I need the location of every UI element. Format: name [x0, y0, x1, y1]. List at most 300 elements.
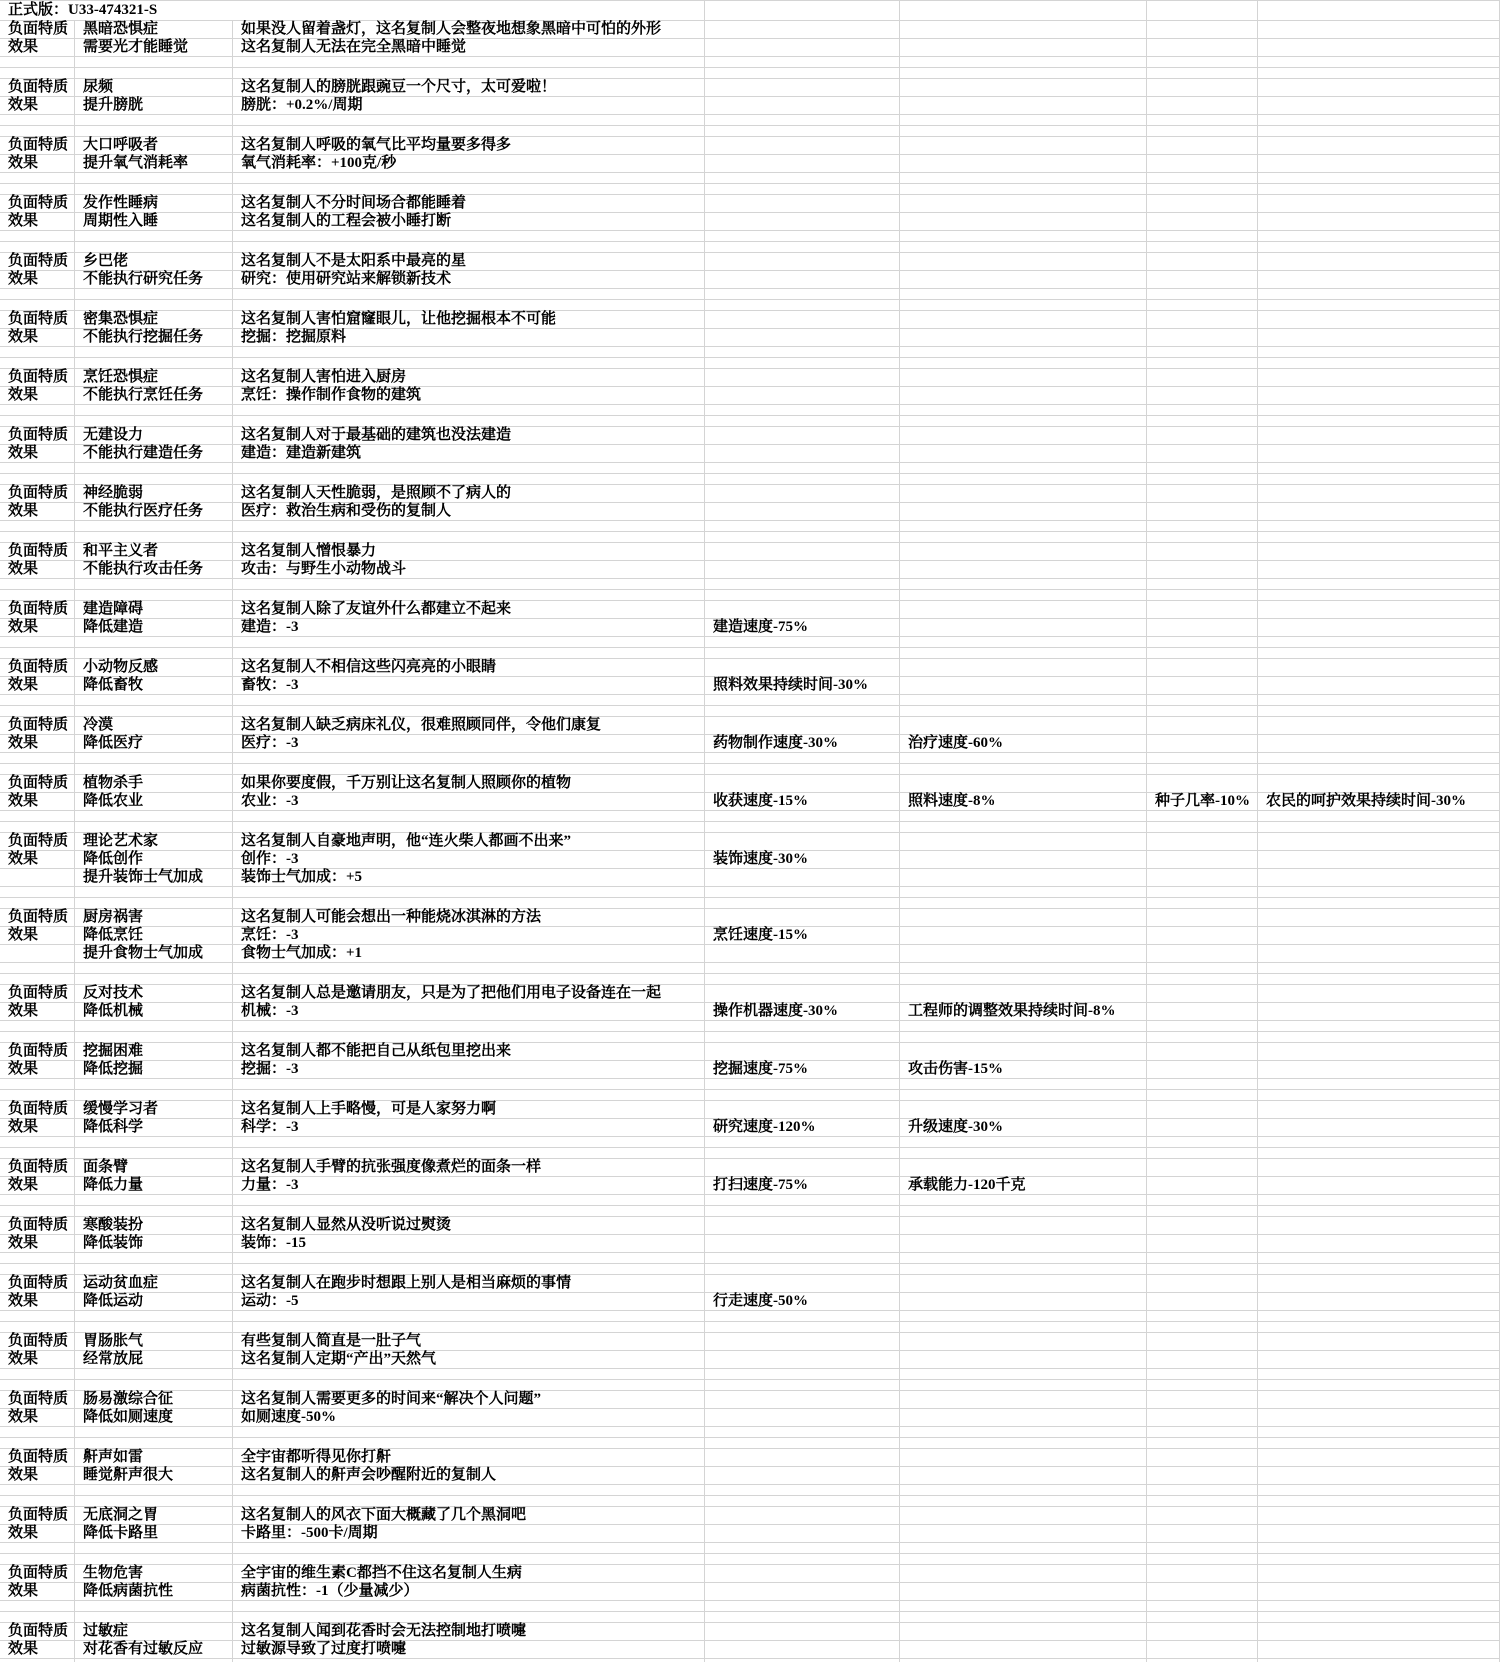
effect-extra-cell-2[interactable]: [900, 503, 1147, 521]
empty-cell[interactable]: [705, 753, 900, 764]
effect-detail-cell[interactable]: 过敏源导致了过度打喷嚏: [233, 1641, 705, 1659]
empty-cell[interactable]: [1258, 1032, 1500, 1043]
empty-cell[interactable]: [900, 1275, 1147, 1293]
empty-cell[interactable]: [1258, 195, 1500, 213]
empty-cell[interactable]: [1258, 1601, 1500, 1612]
empty-cell[interactable]: [233, 1427, 705, 1438]
empty-cell[interactable]: [0, 1206, 75, 1217]
effect-label-cell[interactable]: 效果: [0, 1293, 75, 1311]
effect-detail-cell[interactable]: 食物士气加成：+1: [233, 945, 705, 963]
trait-description-cell[interactable]: 这名复制人在跑步时想跟上别人是相当麻烦的事情: [233, 1275, 705, 1293]
empty-cell[interactable]: [900, 579, 1147, 590]
empty-cell[interactable]: [1147, 579, 1258, 590]
empty-cell[interactable]: [900, 184, 1147, 195]
empty-cell[interactable]: [705, 1565, 900, 1583]
empty-cell[interactable]: [1147, 289, 1258, 300]
empty-cell[interactable]: [0, 358, 75, 369]
trait-name-cell[interactable]: 发作性睡病: [75, 195, 233, 213]
empty-cell[interactable]: [233, 1554, 705, 1565]
effect-extra-cell-3[interactable]: [1147, 1177, 1258, 1195]
empty-cell[interactable]: [900, 1159, 1147, 1177]
empty-cell[interactable]: [233, 1601, 705, 1612]
empty-cell[interactable]: [0, 1427, 75, 1438]
empty-cell[interactable]: [900, 1391, 1147, 1409]
effect-name-cell[interactable]: 经常放屁: [75, 1351, 233, 1369]
empty-cell[interactable]: [1147, 1, 1258, 21]
effect-label-cell[interactable]: 效果: [0, 329, 75, 347]
empty-cell[interactable]: [1147, 1427, 1258, 1438]
empty-cell[interactable]: [75, 706, 233, 717]
effect-name-cell[interactable]: 不能执行挖掘任务: [75, 329, 233, 347]
empty-cell[interactable]: [900, 57, 1147, 68]
empty-cell[interactable]: [1258, 590, 1500, 601]
effect-detail-cell[interactable]: 医疗：救治生病和受伤的复制人: [233, 503, 705, 521]
empty-cell[interactable]: [705, 764, 900, 775]
effect-label-cell[interactable]: 效果: [0, 97, 75, 115]
empty-cell[interactable]: [900, 601, 1147, 619]
empty-cell[interactable]: [75, 898, 233, 909]
empty-cell[interactable]: [900, 1311, 1147, 1322]
effect-extra-cell-1[interactable]: [705, 1467, 900, 1485]
effect-extra-cell-4[interactable]: [1258, 1061, 1500, 1079]
empty-cell[interactable]: [0, 1438, 75, 1449]
empty-cell[interactable]: [75, 184, 233, 195]
empty-cell[interactable]: [900, 659, 1147, 677]
effect-extra-cell-1[interactable]: [705, 561, 900, 579]
empty-cell[interactable]: [233, 963, 705, 974]
empty-cell[interactable]: [0, 695, 75, 706]
empty-cell[interactable]: [75, 521, 233, 532]
empty-cell[interactable]: [705, 1, 900, 21]
effect-extra-cell-4[interactable]: [1258, 329, 1500, 347]
empty-cell[interactable]: [1258, 1554, 1500, 1565]
effect-label-cell[interactable]: 效果: [0, 1177, 75, 1195]
effect-extra-cell-1[interactable]: [705, 155, 900, 173]
empty-cell[interactable]: [0, 521, 75, 532]
effect-extra-cell-1[interactable]: 操作机器速度-30%: [705, 1003, 900, 1021]
empty-cell[interactable]: [1258, 1612, 1500, 1623]
empty-cell[interactable]: [0, 115, 75, 126]
empty-cell[interactable]: [1147, 659, 1258, 677]
effect-detail-cell[interactable]: 烹饪：操作制作食物的建筑: [233, 387, 705, 405]
empty-cell[interactable]: [900, 1601, 1147, 1612]
empty-cell[interactable]: [233, 706, 705, 717]
empty-cell[interactable]: [705, 974, 900, 985]
effect-extra-cell-3[interactable]: [1147, 869, 1258, 887]
empty-cell[interactable]: [75, 963, 233, 974]
empty-cell[interactable]: [1258, 833, 1500, 851]
effect-extra-cell-2[interactable]: [900, 1293, 1147, 1311]
effect-extra-cell-1[interactable]: 烹饪速度-15%: [705, 927, 900, 945]
empty-cell[interactable]: [1147, 1032, 1258, 1043]
trait-name-cell[interactable]: 缓慢学习者: [75, 1101, 233, 1119]
empty-cell[interactable]: [900, 427, 1147, 445]
empty-cell[interactable]: [233, 173, 705, 184]
empty-cell[interactable]: [1258, 1322, 1500, 1333]
empty-cell[interactable]: [1258, 1333, 1500, 1351]
category-cell[interactable]: 负面特质: [0, 1623, 75, 1641]
effect-extra-cell-1[interactable]: [705, 329, 900, 347]
empty-cell[interactable]: [75, 579, 233, 590]
category-cell[interactable]: 负面特质: [0, 601, 75, 619]
effect-detail-cell[interactable]: 畜牧：-3: [233, 677, 705, 695]
category-cell[interactable]: 负面特质: [0, 79, 75, 97]
empty-cell[interactable]: [900, 1380, 1147, 1391]
effect-label-cell[interactable]: [0, 869, 75, 887]
trait-name-cell[interactable]: 肠易激综合征: [75, 1391, 233, 1409]
effect-extra-cell-4[interactable]: [1258, 927, 1500, 945]
trait-description-cell[interactable]: 这名复制人不分时间场合都能睡着: [233, 195, 705, 213]
category-cell[interactable]: 负面特质: [0, 1217, 75, 1235]
effect-extra-cell-4[interactable]: [1258, 619, 1500, 637]
empty-cell[interactable]: [1258, 1485, 1500, 1496]
empty-cell[interactable]: [900, 590, 1147, 601]
effect-extra-cell-3[interactable]: [1147, 39, 1258, 57]
empty-cell[interactable]: [900, 1485, 1147, 1496]
empty-cell[interactable]: [900, 764, 1147, 775]
trait-name-cell[interactable]: 密集恐惧症: [75, 311, 233, 329]
effect-extra-cell-2[interactable]: [900, 561, 1147, 579]
empty-cell[interactable]: [1147, 1543, 1258, 1554]
empty-cell[interactable]: [233, 1496, 705, 1507]
empty-cell[interactable]: [1147, 427, 1258, 445]
effect-detail-cell[interactable]: 机械：-3: [233, 1003, 705, 1021]
empty-cell[interactable]: [1258, 231, 1500, 242]
empty-cell[interactable]: [75, 242, 233, 253]
empty-cell[interactable]: [75, 648, 233, 659]
empty-cell[interactable]: [1147, 358, 1258, 369]
effect-extra-cell-2[interactable]: [900, 39, 1147, 57]
empty-cell[interactable]: [0, 242, 75, 253]
empty-cell[interactable]: [705, 1322, 900, 1333]
empty-cell[interactable]: [233, 1253, 705, 1264]
effect-extra-cell-4[interactable]: [1258, 155, 1500, 173]
empty-cell[interactable]: [1147, 300, 1258, 311]
effect-detail-cell[interactable]: 挖掘：-3: [233, 1061, 705, 1079]
empty-cell[interactable]: [75, 1380, 233, 1391]
category-cell[interactable]: 负面特质: [0, 1565, 75, 1583]
empty-cell[interactable]: [900, 974, 1147, 985]
empty-cell[interactable]: [900, 1322, 1147, 1333]
empty-cell[interactable]: [1147, 909, 1258, 927]
effect-label-cell[interactable]: 效果: [0, 1235, 75, 1253]
effect-label-cell[interactable]: 效果: [0, 561, 75, 579]
effect-label-cell[interactable]: 效果: [0, 213, 75, 231]
empty-cell[interactable]: [900, 963, 1147, 974]
empty-cell[interactable]: [0, 1264, 75, 1275]
empty-cell[interactable]: [0, 347, 75, 358]
trait-description-cell[interactable]: 这名复制人闻到花香时会无法控制地打喷嚏: [233, 1623, 705, 1641]
empty-cell[interactable]: [1258, 1, 1500, 21]
empty-cell[interactable]: [1147, 695, 1258, 706]
category-cell[interactable]: 负面特质: [0, 1101, 75, 1119]
empty-cell[interactable]: [1147, 1438, 1258, 1449]
empty-cell[interactable]: [75, 1322, 233, 1333]
empty-cell[interactable]: [1147, 1485, 1258, 1496]
trait-description-cell[interactable]: 有些复制人简直是一肚子气: [233, 1333, 705, 1351]
empty-cell[interactable]: [75, 1496, 233, 1507]
effect-extra-cell-1[interactable]: [705, 1525, 900, 1543]
empty-cell[interactable]: [705, 1079, 900, 1090]
effect-extra-cell-4[interactable]: [1258, 445, 1500, 463]
effect-detail-cell[interactable]: 氧气消耗率：+100克/秒: [233, 155, 705, 173]
empty-cell[interactable]: [0, 1032, 75, 1043]
empty-cell[interactable]: [705, 1021, 900, 1032]
trait-description-cell[interactable]: 这名复制人对于最基础的建筑也没法建造: [233, 427, 705, 445]
empty-cell[interactable]: [1147, 1322, 1258, 1333]
effect-extra-cell-3[interactable]: [1147, 445, 1258, 463]
empty-cell[interactable]: [1147, 137, 1258, 155]
empty-cell[interactable]: [705, 416, 900, 427]
empty-cell[interactable]: [0, 1195, 75, 1206]
effect-extra-cell-2[interactable]: [900, 1351, 1147, 1369]
empty-cell[interactable]: [1258, 974, 1500, 985]
empty-cell[interactable]: [705, 1427, 900, 1438]
effect-extra-cell-4[interactable]: [1258, 735, 1500, 753]
empty-cell[interactable]: [900, 706, 1147, 717]
empty-cell[interactable]: [705, 1217, 900, 1235]
empty-cell[interactable]: [900, 68, 1147, 79]
empty-cell[interactable]: [705, 300, 900, 311]
empty-cell[interactable]: [75, 695, 233, 706]
empty-cell[interactable]: [75, 1090, 233, 1101]
trait-description-cell[interactable]: 这名复制人需要更多的时间来“解决个人问题”: [233, 1391, 705, 1409]
empty-cell[interactable]: [0, 974, 75, 985]
empty-cell[interactable]: [900, 463, 1147, 474]
empty-cell[interactable]: [233, 68, 705, 79]
effect-extra-cell-2[interactable]: [900, 1641, 1147, 1659]
empty-cell[interactable]: [900, 521, 1147, 532]
effect-extra-cell-4[interactable]: 农民的呵护效果持续时间-30%: [1258, 793, 1500, 811]
empty-cell[interactable]: [1258, 485, 1500, 503]
empty-cell[interactable]: [75, 1206, 233, 1217]
empty-cell[interactable]: [1258, 1543, 1500, 1554]
category-cell[interactable]: 负面特质: [0, 253, 75, 271]
empty-cell[interactable]: [705, 173, 900, 184]
empty-cell[interactable]: [900, 985, 1147, 1003]
empty-cell[interactable]: [705, 1554, 900, 1565]
empty-cell[interactable]: [1147, 1623, 1258, 1641]
empty-cell[interactable]: [0, 1380, 75, 1391]
empty-cell[interactable]: [1147, 985, 1258, 1003]
effect-detail-cell[interactable]: 建造：-3: [233, 619, 705, 637]
trait-description-cell[interactable]: 这名复制人的膀胱跟豌豆一个尺寸，太可爱啦！: [233, 79, 705, 97]
empty-cell[interactable]: [75, 811, 233, 822]
effect-label-cell[interactable]: 效果: [0, 1583, 75, 1601]
effect-name-cell[interactable]: 对花香有过敏反应: [75, 1641, 233, 1659]
effect-extra-cell-4[interactable]: [1258, 503, 1500, 521]
empty-cell[interactable]: [705, 1369, 900, 1380]
empty-cell[interactable]: [1258, 775, 1500, 793]
empty-cell[interactable]: [900, 1264, 1147, 1275]
empty-cell[interactable]: [75, 1021, 233, 1032]
empty-cell[interactable]: [1147, 811, 1258, 822]
empty-cell[interactable]: [705, 137, 900, 155]
effect-label-cell[interactable]: 效果: [0, 1061, 75, 1079]
empty-cell[interactable]: [1147, 485, 1258, 503]
empty-cell[interactable]: [705, 1507, 900, 1525]
empty-cell[interactable]: [1147, 195, 1258, 213]
effect-name-cell[interactable]: 提升装饰士气加成: [75, 869, 233, 887]
category-cell[interactable]: 负面特质: [0, 195, 75, 213]
empty-cell[interactable]: [1258, 637, 1500, 648]
empty-cell[interactable]: [900, 822, 1147, 833]
empty-cell[interactable]: [1258, 68, 1500, 79]
trait-description-cell[interactable]: 全宇宙的维生素C都挡不住这名复制人生病: [233, 1565, 705, 1583]
empty-cell[interactable]: [705, 963, 900, 974]
empty-cell[interactable]: [1147, 1195, 1258, 1206]
trait-description-cell[interactable]: 这名复制人呼吸的氧气比平均量要多得多: [233, 137, 705, 155]
empty-cell[interactable]: [900, 253, 1147, 271]
empty-cell[interactable]: [1258, 543, 1500, 561]
effect-extra-cell-3[interactable]: [1147, 851, 1258, 869]
effect-extra-cell-2[interactable]: 照料速度-8%: [900, 793, 1147, 811]
category-cell[interactable]: 负面特质: [0, 1391, 75, 1409]
empty-cell[interactable]: [705, 1159, 900, 1177]
empty-cell[interactable]: [1147, 1612, 1258, 1623]
effect-extra-cell-2[interactable]: 攻击伤害-15%: [900, 1061, 1147, 1079]
empty-cell[interactable]: [0, 231, 75, 242]
empty-cell[interactable]: [1258, 253, 1500, 271]
empty-cell[interactable]: [75, 474, 233, 485]
empty-cell[interactable]: [75, 1079, 233, 1090]
effect-extra-cell-3[interactable]: [1147, 1351, 1258, 1369]
empty-cell[interactable]: [233, 887, 705, 898]
empty-cell[interactable]: [1258, 137, 1500, 155]
empty-cell[interactable]: [1258, 21, 1500, 39]
category-cell[interactable]: 负面特质: [0, 909, 75, 927]
empty-cell[interactable]: [0, 706, 75, 717]
trait-description-cell[interactable]: 这名复制人害怕进入厨房: [233, 369, 705, 387]
effect-extra-cell-1[interactable]: [705, 213, 900, 231]
effect-name-cell[interactable]: 不能执行烹饪任务: [75, 387, 233, 405]
effect-name-cell[interactable]: 降低医疗: [75, 735, 233, 753]
empty-cell[interactable]: [705, 590, 900, 601]
empty-cell[interactable]: [705, 1206, 900, 1217]
empty-cell[interactable]: [1258, 985, 1500, 1003]
effect-extra-cell-3[interactable]: [1147, 1583, 1258, 1601]
effect-extra-cell-4[interactable]: [1258, 1119, 1500, 1137]
category-cell[interactable]: 负面特质: [0, 1159, 75, 1177]
effect-label-cell[interactable]: 效果: [0, 735, 75, 753]
empty-cell[interactable]: [75, 1543, 233, 1554]
empty-cell[interactable]: [1147, 1159, 1258, 1177]
empty-cell[interactable]: [900, 369, 1147, 387]
effect-extra-cell-3[interactable]: [1147, 619, 1258, 637]
empty-cell[interactable]: [1258, 764, 1500, 775]
category-cell[interactable]: 负面特质: [0, 985, 75, 1003]
empty-cell[interactable]: [1147, 1391, 1258, 1409]
empty-cell[interactable]: [233, 898, 705, 909]
trait-description-cell[interactable]: 这名复制人自豪地声明，他“连火柴人都画不出来”: [233, 833, 705, 851]
trait-description-cell[interactable]: 这名复制人上手略慢，可是人家努力啊: [233, 1101, 705, 1119]
empty-cell[interactable]: [1258, 963, 1500, 974]
effect-extra-cell-3[interactable]: 种子几率-10%: [1147, 793, 1258, 811]
empty-cell[interactable]: [705, 637, 900, 648]
empty-cell[interactable]: [705, 1311, 900, 1322]
effect-extra-cell-2[interactable]: [900, 1409, 1147, 1427]
empty-cell[interactable]: [900, 289, 1147, 300]
effect-extra-cell-3[interactable]: [1147, 1003, 1258, 1021]
effect-extra-cell-1[interactable]: 收获速度-15%: [705, 793, 900, 811]
empty-cell[interactable]: [1147, 173, 1258, 184]
category-cell[interactable]: 负面特质: [0, 833, 75, 851]
empty-cell[interactable]: [705, 1333, 900, 1351]
empty-cell[interactable]: [1147, 231, 1258, 242]
empty-cell[interactable]: [233, 463, 705, 474]
empty-cell[interactable]: [1147, 1554, 1258, 1565]
empty-cell[interactable]: [233, 1485, 705, 1496]
empty-cell[interactable]: [75, 764, 233, 775]
empty-cell[interactable]: [233, 753, 705, 764]
empty-cell[interactable]: [0, 1090, 75, 1101]
trait-name-cell[interactable]: 黑暗恐惧症: [75, 21, 233, 39]
empty-cell[interactable]: [705, 1485, 900, 1496]
empty-cell[interactable]: [900, 242, 1147, 253]
empty-cell[interactable]: [1147, 637, 1258, 648]
empty-cell[interactable]: [1147, 543, 1258, 561]
trait-description-cell[interactable]: 这名复制人不是太阳系中最亮的星: [233, 253, 705, 271]
empty-cell[interactable]: [233, 1612, 705, 1623]
empty-cell[interactable]: [0, 416, 75, 427]
effect-extra-cell-3[interactable]: [1147, 677, 1258, 695]
empty-cell[interactable]: [233, 532, 705, 543]
empty-cell[interactable]: [900, 1, 1147, 21]
effect-extra-cell-4[interactable]: [1258, 39, 1500, 57]
empty-cell[interactable]: [705, 648, 900, 659]
empty-cell[interactable]: [705, 405, 900, 416]
empty-cell[interactable]: [0, 753, 75, 764]
effect-extra-cell-3[interactable]: [1147, 271, 1258, 289]
empty-cell[interactable]: [1147, 833, 1258, 851]
effect-extra-cell-3[interactable]: [1147, 927, 1258, 945]
effect-extra-cell-1[interactable]: 建造速度-75%: [705, 619, 900, 637]
empty-cell[interactable]: [75, 416, 233, 427]
effect-extra-cell-1[interactable]: [705, 445, 900, 463]
empty-cell[interactable]: [233, 1311, 705, 1322]
effect-label-cell[interactable]: 效果: [0, 387, 75, 405]
effect-extra-cell-4[interactable]: [1258, 1641, 1500, 1659]
empty-cell[interactable]: [1258, 57, 1500, 68]
effect-name-cell[interactable]: 降低机械: [75, 1003, 233, 1021]
empty-cell[interactable]: [1147, 347, 1258, 358]
effect-name-cell[interactable]: 需要光才能睡觉: [75, 39, 233, 57]
empty-cell[interactable]: [1258, 1090, 1500, 1101]
effect-extra-cell-3[interactable]: [1147, 329, 1258, 347]
category-cell[interactable]: 负面特质: [0, 311, 75, 329]
empty-cell[interactable]: [0, 300, 75, 311]
empty-cell[interactable]: [233, 242, 705, 253]
effect-detail-cell[interactable]: 攻击：与野生小动物战斗: [233, 561, 705, 579]
empty-cell[interactable]: [75, 1369, 233, 1380]
empty-cell[interactable]: [1147, 1043, 1258, 1061]
empty-cell[interactable]: [1258, 311, 1500, 329]
empty-cell[interactable]: [233, 521, 705, 532]
effect-extra-cell-3[interactable]: [1147, 1409, 1258, 1427]
empty-cell[interactable]: [1147, 1217, 1258, 1235]
effect-name-cell[interactable]: 提升氧气消耗率: [75, 155, 233, 173]
empty-cell[interactable]: [705, 909, 900, 927]
effect-name-cell[interactable]: 不能执行医疗任务: [75, 503, 233, 521]
empty-cell[interactable]: [0, 405, 75, 416]
effect-detail-cell[interactable]: 力量：-3: [233, 1177, 705, 1195]
empty-cell[interactable]: [233, 648, 705, 659]
empty-cell[interactable]: [233, 115, 705, 126]
effect-extra-cell-1[interactable]: 研究速度-120%: [705, 1119, 900, 1137]
empty-cell[interactable]: [0, 1496, 75, 1507]
empty-cell[interactable]: [1258, 1449, 1500, 1467]
empty-cell[interactable]: [1258, 289, 1500, 300]
